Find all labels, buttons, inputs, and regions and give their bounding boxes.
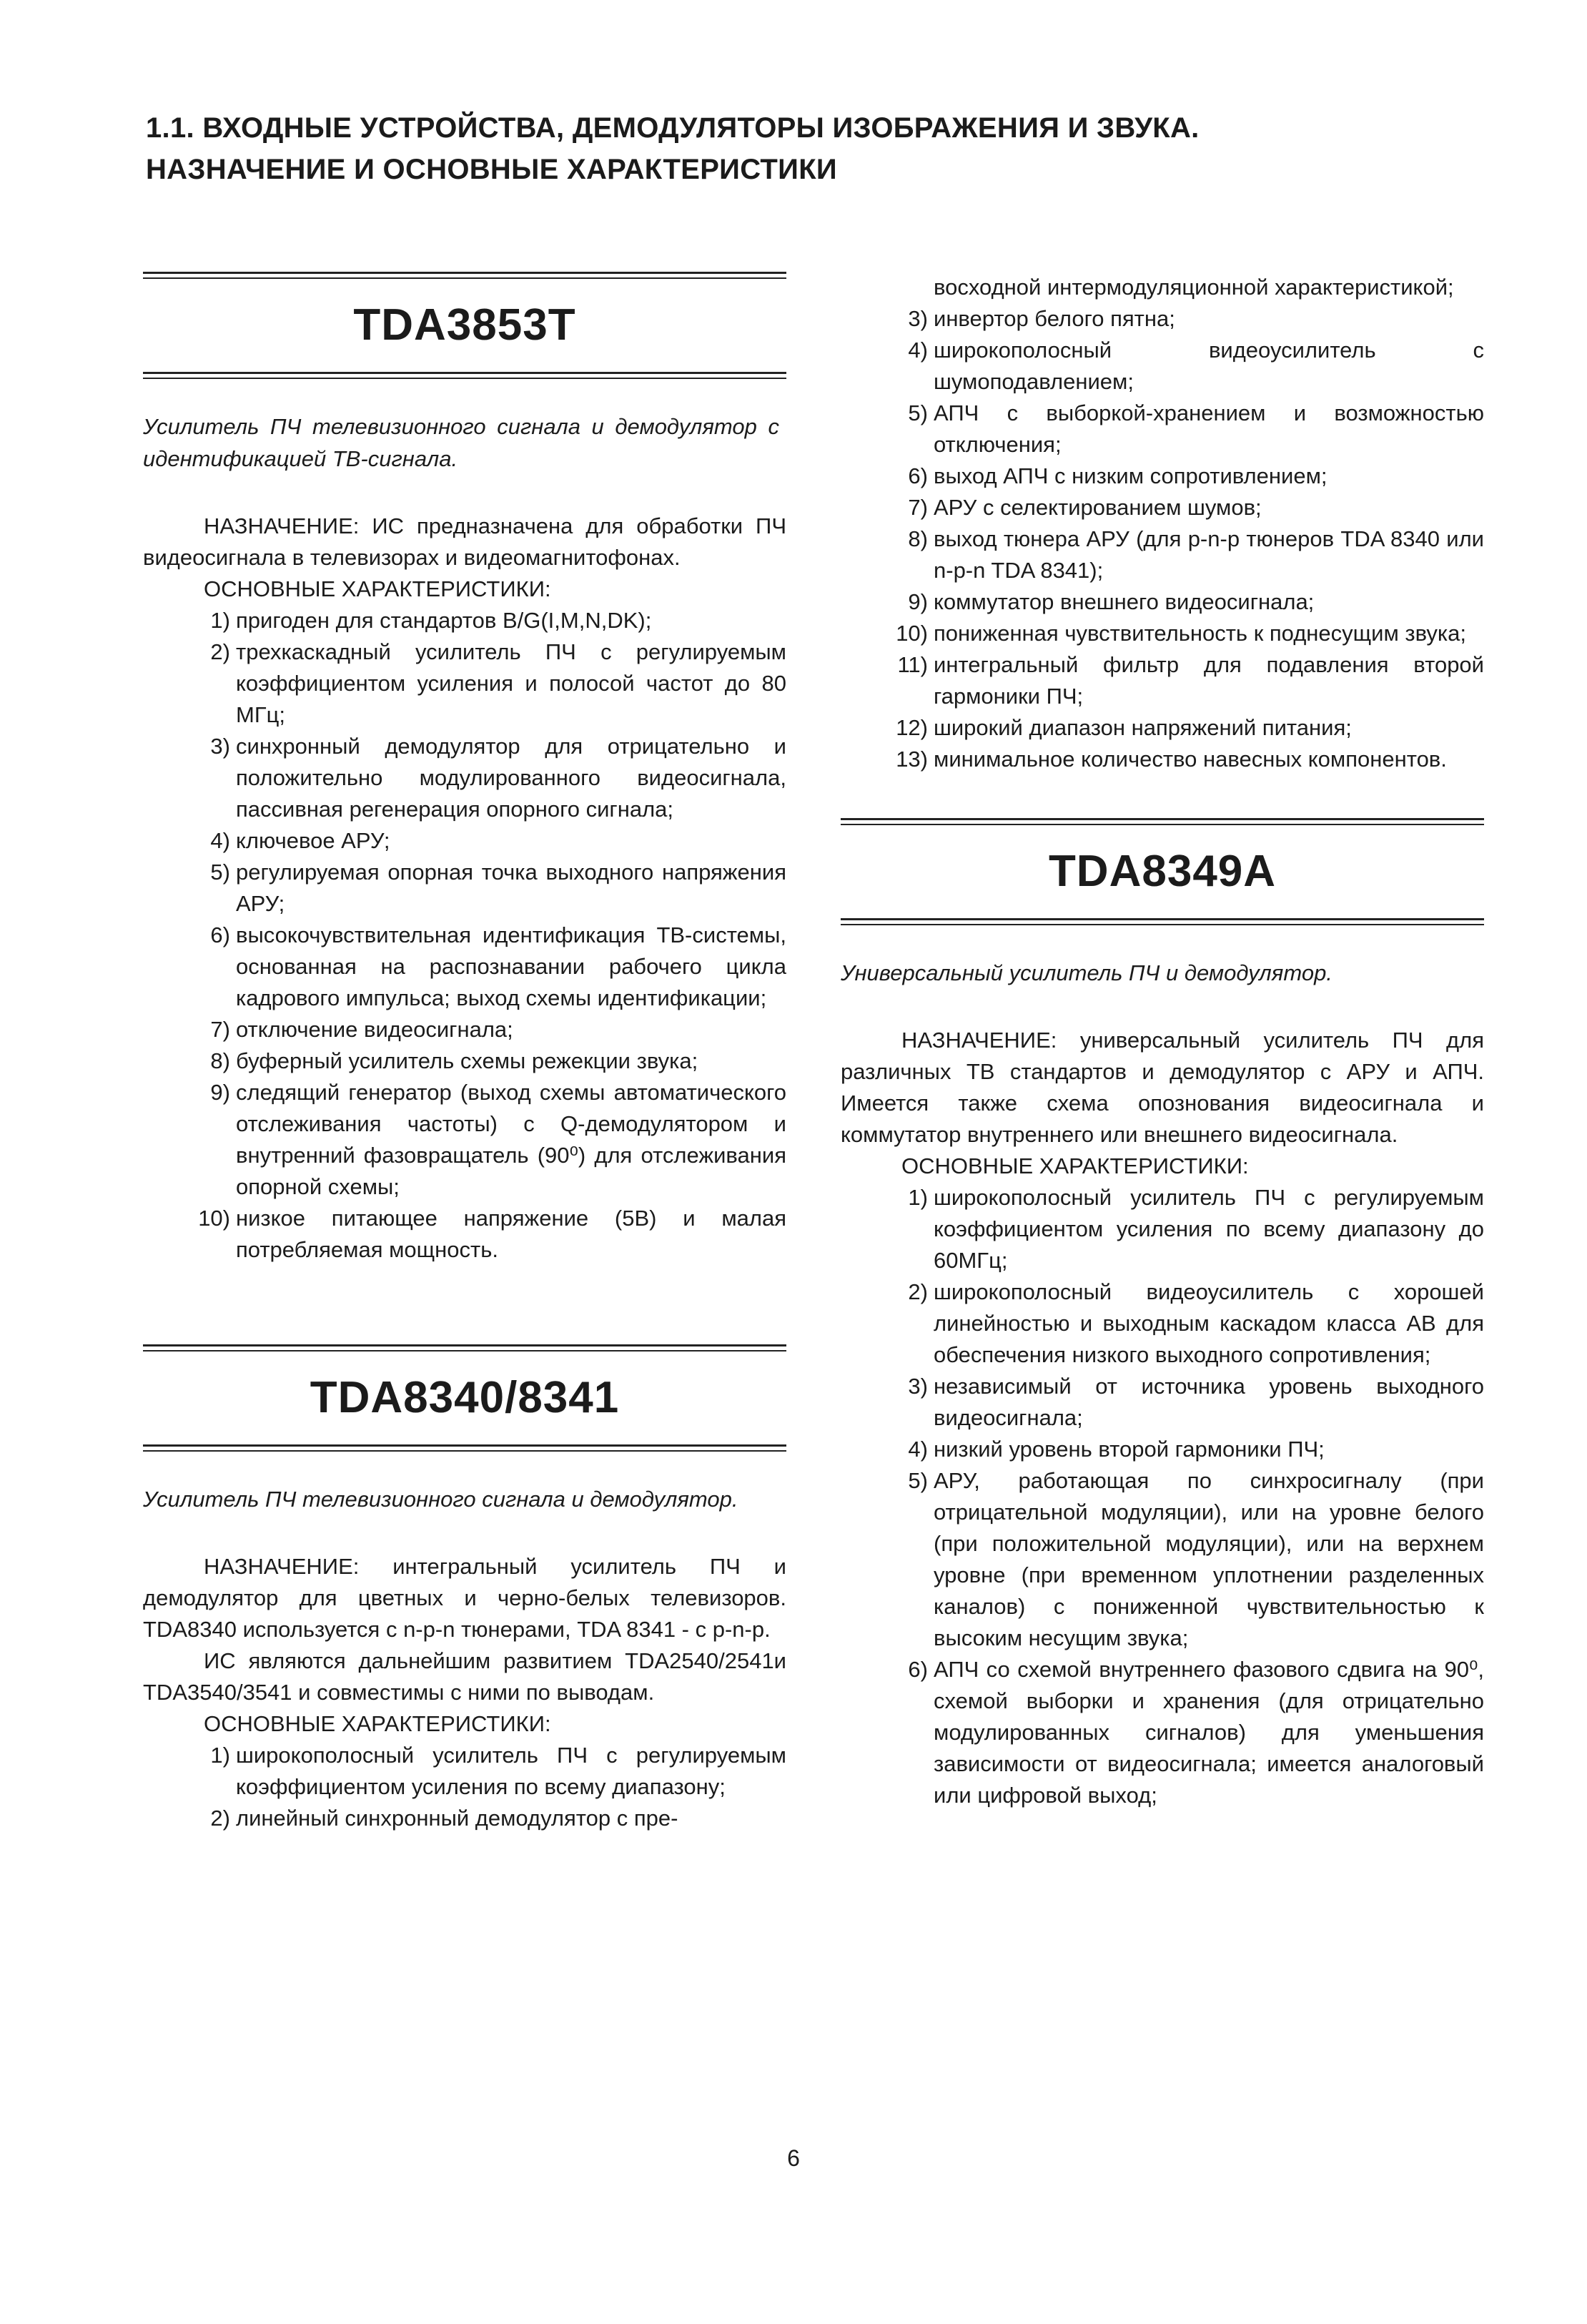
- page-number: 6: [787, 2145, 800, 2171]
- chip-name-tda8349a: TDA8349A: [1048, 847, 1277, 896]
- chip-name-tda8340: TDA8340/8341: [310, 1373, 620, 1422]
- chip-subtitle-tda8340: Усилитель ПЧ телевизионного сигнала и демодулятор.: [143, 1487, 738, 1512]
- continuation-text: восходной интермодуляционной характеристикой;: [934, 275, 1454, 300]
- list-item: 1) пригоден для стандартов B/G(I,M,N,DK);: [210, 608, 652, 633]
- list-item: 1) широкополосный усилитель ПЧ с регулируемым коэффициентом усиления по всему диапазону до 60МГц;: [908, 1185, 1484, 1273]
- list-item: 5) АПЧ с выборкой-хранением и возможностью отключения;: [908, 400, 1484, 457]
- features-header-tda8349a: ОСНОВНЫЕ ХАРАКТЕРИСТИКИ:: [901, 1153, 1249, 1178]
- feature-list-tda8349a: [841, 1182, 1484, 1811]
- list-item: 3) инвертор белого пятна;: [908, 306, 1175, 331]
- list-item: 10) низкое питающее напряжение (5В) и малая потребляемая мощность.: [198, 1206, 786, 1262]
- left-column: [143, 272, 786, 1834]
- list-item: 2) трехкаскадный усилитель ПЧ с регулируемым коэффициентом усиления и полосой частот до 80 МГц;: [210, 639, 786, 727]
- feature-list-tda3853t: [143, 605, 786, 1266]
- section-rule-bottom: [841, 918, 1484, 925]
- list-item: 2) широкополосный видеоусилитель с хорошей линейностью и выходным каскадом класса АВ для обеспечения низкого выходного сопротивления;: [908, 1279, 1484, 1367]
- chip-name-tda3853t: TDA3853T: [353, 300, 576, 350]
- list-item: 1) широкополосный усилитель ПЧ с регулируемым коэффициентом усиления по всему диапазону;: [210, 1743, 786, 1799]
- list-item: 9) следящий генератор (выход схемы автоматического отслеживания частоты) с Q-демодулятором и внутренний фазовращатель (90⁰) для отслеживания опорной схемы;: [210, 1080, 786, 1199]
- list-item: 9) коммутатор внешнего видеосигнала;: [908, 589, 1315, 614]
- list-item: 13) минимальное количество навесных компонентов.: [896, 747, 1447, 772]
- feature-list-tda8340: [143, 1740, 786, 1834]
- features-header-tda8340: ОСНОВНЫЕ ХАРАКТЕРИСТИКИ:: [204, 1711, 551, 1736]
- section-tda8340: [143, 1344, 786, 1834]
- chip-subtitle-tda8349a: Универсальный усилитель ПЧ и демодулятор.: [841, 960, 1333, 985]
- list-item: 6) высокочувствительная идентификация ТВ-системы, основанная на распознавании рабочего цикла кадрового импульса; выход схемы идентификации;: [210, 922, 786, 1010]
- feature-list-tda8340-continued: [841, 303, 1484, 775]
- list-item: 4) широкополосный видеоусилитель с шумоподавлением;: [908, 338, 1484, 394]
- list-item: 4) низкий уровень второй гармоники ПЧ;: [908, 1437, 1325, 1462]
- section-rule-bottom: [143, 372, 786, 379]
- list-item: 7) АРУ с селектированием шумов;: [908, 495, 1262, 520]
- section-tda3853t: [143, 272, 786, 1266]
- list-item: 6) АПЧ со схемой внутреннего фазового сдвига на 90⁰, схемой выборки и хранения (для отрицательно модулированных сигналов) для уменьшения зависимости от видеосигнала; имеется аналоговый или цифровой выход;: [908, 1657, 1484, 1808]
- list-item: 6) выход АПЧ с низким сопротивлением;: [908, 463, 1328, 488]
- section-tda8349a: [841, 818, 1484, 1811]
- section-rule-top: [143, 1344, 786, 1351]
- chip-subtitle-tda3853t: Усилитель ПЧ телевизионного сигнала и демодулятор с идентификацией ТВ-сигнала.: [143, 414, 779, 471]
- list-item: 7) отключение видеосигнала;: [210, 1017, 513, 1042]
- right-column: [841, 272, 1484, 1811]
- section-rule-bottom: [143, 1444, 786, 1452]
- purpose-tda3853t: НАЗНАЧЕНИЕ: ИС предназначена для обработки ПЧ видеосигнала в телевизорах и видеомагнитофонах.: [143, 513, 786, 570]
- page-title: [146, 107, 1504, 190]
- list-item: 11) интегральный фильтр для подавления второй гармоники ПЧ;: [897, 652, 1484, 709]
- page-title-line-1: 1.1. ВХОДНЫЕ УСТРОЙСТВА, ДЕМОДУЛЯТОРЫ ИЗОБРАЖЕНИЯ И ЗВУКА.: [146, 112, 1200, 144]
- section-rule-top: [143, 272, 786, 279]
- list-item: 4) ключевое АРУ;: [210, 828, 390, 853]
- features-header-tda3853t: ОСНОВНЫЕ ХАРАКТЕРИСТИКИ:: [204, 576, 551, 601]
- list-item: 5) регулируемая опорная точка выходного напряжения АРУ;: [210, 860, 786, 916]
- section-rule-top: [841, 818, 1484, 825]
- list-item: 12) широкий диапазон напряжений питания;: [896, 715, 1352, 740]
- purpose2-tda8340: ИС являются дальнейшим развитием TDA2540/2541и TDA3540/3541 и совместимы с ними по выводам.: [143, 1648, 786, 1705]
- list-item: 2) линейный синхронный демодулятор с пре-: [210, 1806, 678, 1831]
- list-item: 8) выход тюнера АРУ (для p-n-p тюнеров TDA 8340 или n-p-n TDA 8341);: [908, 526, 1484, 583]
- list-item: 5) АРУ, работающая по синхросигналу (при отрицательной модуляции), или на уровне белого (при положительной модуляции), или на верхнем уровне (при временном уплотнении разделенных каналов) с пониженной чувствительностью к высоким несущим звука;: [908, 1468, 1484, 1650]
- purpose-tda8340: НАЗНАЧЕНИЕ: интегральный усилитель ПЧ и демодулятор для цветных и черно-белых телевизоров. TDA8340 используется с n-p-n тюнерами, TDA 8341 - с p-n-p.: [143, 1554, 786, 1642]
- list-item: 8) буферный усилитель схемы режекции звука;: [210, 1048, 698, 1073]
- list-item: 3) независимый от источника уровень выходного видеосигнала;: [908, 1374, 1484, 1430]
- list-item: 3) синхронный демодулятор для отрицательно и положительно модулированного видеосигнала, пассивная регенерация опорного сигнала;: [210, 734, 786, 822]
- purpose-tda8349a: НАЗНАЧЕНИЕ: универсальный усилитель ПЧ для различных ТВ стандартов и демодулятор с АРУ и АПЧ. Имеется также схема опознования видеосигнала и коммутатор внутреннего или внешнего видеосигнала.: [841, 1028, 1484, 1147]
- page-title-line-2: НАЗНАЧЕНИЕ И ОСНОВНЫЕ ХАРАКТЕРИСТИКИ: [146, 154, 837, 185]
- list-item: 10) пониженная чувствительность к поднесущим звука;: [896, 621, 1467, 646]
